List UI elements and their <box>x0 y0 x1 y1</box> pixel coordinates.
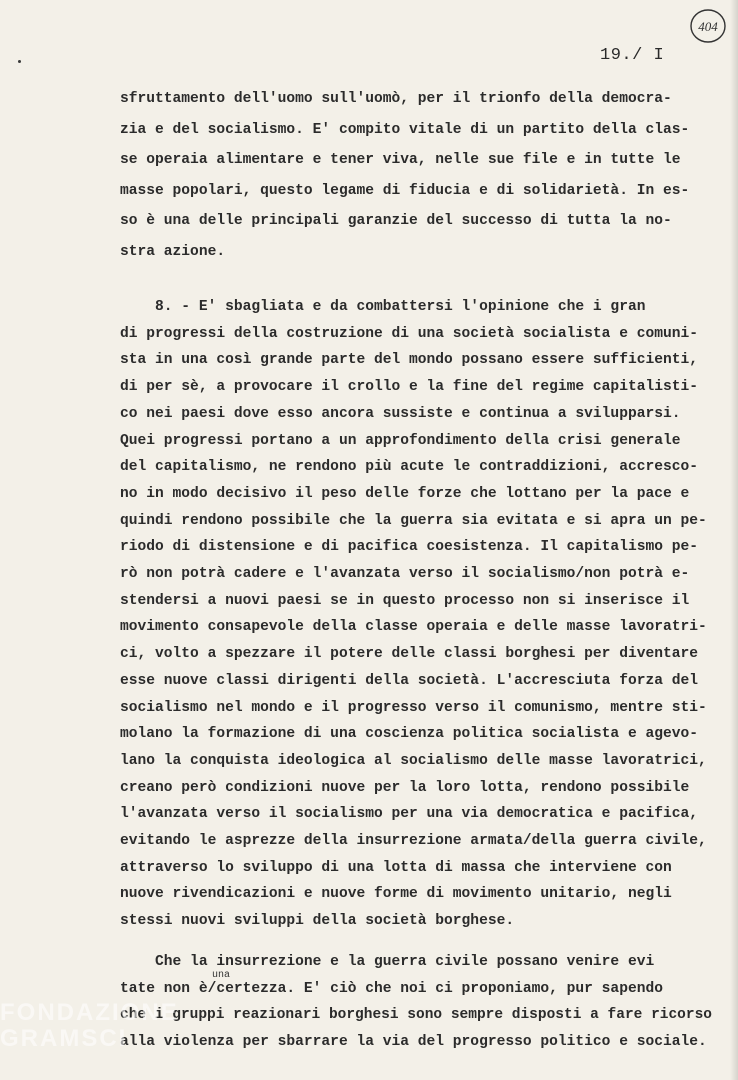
text-line: Quei progressi portano a un approfondimento della crisi generale <box>120 432 681 449</box>
watermark-line-1: FONDAZIONE <box>0 999 179 1026</box>
handwritten-insertion: una <box>212 969 231 981</box>
margin-dot <box>18 60 21 63</box>
text-line: stessi nuovi sviluppi della società borghese. <box>120 913 515 930</box>
text-line: 8. - E' sbagliata e da combattersi l'opinione che i gran <box>120 299 646 315</box>
text-line: esse nuove classi dirigenti della società. L'accresciuta forza del <box>120 672 699 689</box>
text-line: masse popolari, questo legame di fiducia e di solidarietà. In es- <box>120 182 690 199</box>
watermark-line-2: GRAMSCI <box>0 1025 128 1053</box>
text-line: riodo di distensione e di pacifica coesistenza. Il capitalismo pe- <box>120 539 699 556</box>
text-line: socialismo nel mondo e il progresso verso il comunismo, mentre sti- <box>120 699 707 716</box>
text-line: ci, volto a spezzare il potere delle classi borghesi per diventare <box>120 646 699 663</box>
text-line: sfruttamento dell'uomo sull'uomò, per il trionfo della democra- <box>120 91 672 107</box>
text-line: attraverso lo sviluppo di una lotta di massa che interviene con <box>120 859 672 876</box>
page-edge-shadow <box>730 0 738 1080</box>
text-line: lano la conquista ideologica al socialismo delle masse lavoratrici, <box>120 752 707 769</box>
text-line: no in modo decisivo il peso delle forze che lottano per la pace e <box>120 485 690 502</box>
text-line: che i gruppi reazionari borghesi sono sempre disposti a fare ricorso <box>120 1007 713 1024</box>
text-line: zia e del socialismo. E' compito vitale di un partito della clas- <box>120 121 690 138</box>
text-line: stendersi a nuovi paesi se in questo processo non si inserisce il <box>120 592 690 609</box>
text-line: sta in una così grande parte del mondo possano essere sufficienti, <box>120 352 699 369</box>
text-line: l'avanzata verso il socialismo per una via democratica e pacifica, <box>120 806 699 823</box>
text-line: Che la insurrezione e la guerra civile possano venire evi <box>120 953 655 970</box>
text-line: di per sè, a provocare il crollo e la fine del regime capitalisti- <box>120 379 699 396</box>
text-line: se operaia alimentare e tener viva, nelle sue file e in tutte le <box>120 152 681 168</box>
text-line: del capitalismo, ne rendono più acute le contraddizioni, accresco- <box>120 459 699 476</box>
text-line: molano la formazione di una coscienza politica socialista e agevo- <box>120 726 699 743</box>
text-line: alla violenza per sbarrare la via del progresso politico e sociale. <box>120 1033 707 1050</box>
text-line: movimento consapevole della classe operaia e delle masse lavoratri- <box>120 619 707 636</box>
text-line: rò non potrà cadere e l'avanzata verso il socialismo/non potrà e- <box>120 566 690 582</box>
text-line: creano però condizioni nuove per la loro lotta, rendono possibile <box>120 779 690 796</box>
text-line: stra azione. <box>120 243 226 260</box>
seal-text: 404 <box>698 19 718 34</box>
text-line: tate non è/certezza. E' ciò che noi ci proponiamo, pur sapendo <box>120 980 663 997</box>
text-line: co nei paesi dove esso ancora sussiste e continua a svilupparsi. <box>120 405 681 422</box>
text-line: so è una delle principali garanzie del successo di tutta la no- <box>120 213 672 229</box>
archive-stamp-icon <box>689 8 727 44</box>
text-line: di progressi della costruzione di una società socialista e comuni- <box>120 325 699 342</box>
page-number: 19./ I <box>600 46 665 65</box>
text-line: evitando le asprezze della insurrezione armata/della guerra civile, <box>120 833 707 849</box>
archive-watermark <box>0 1000 179 1053</box>
text-line: quindi rendono possibile che la guerra sia evitata e si apra un pe- <box>120 512 707 529</box>
text-line: nuove rivendicazioni e nuove forme di movimento unitario, negli <box>120 886 672 903</box>
